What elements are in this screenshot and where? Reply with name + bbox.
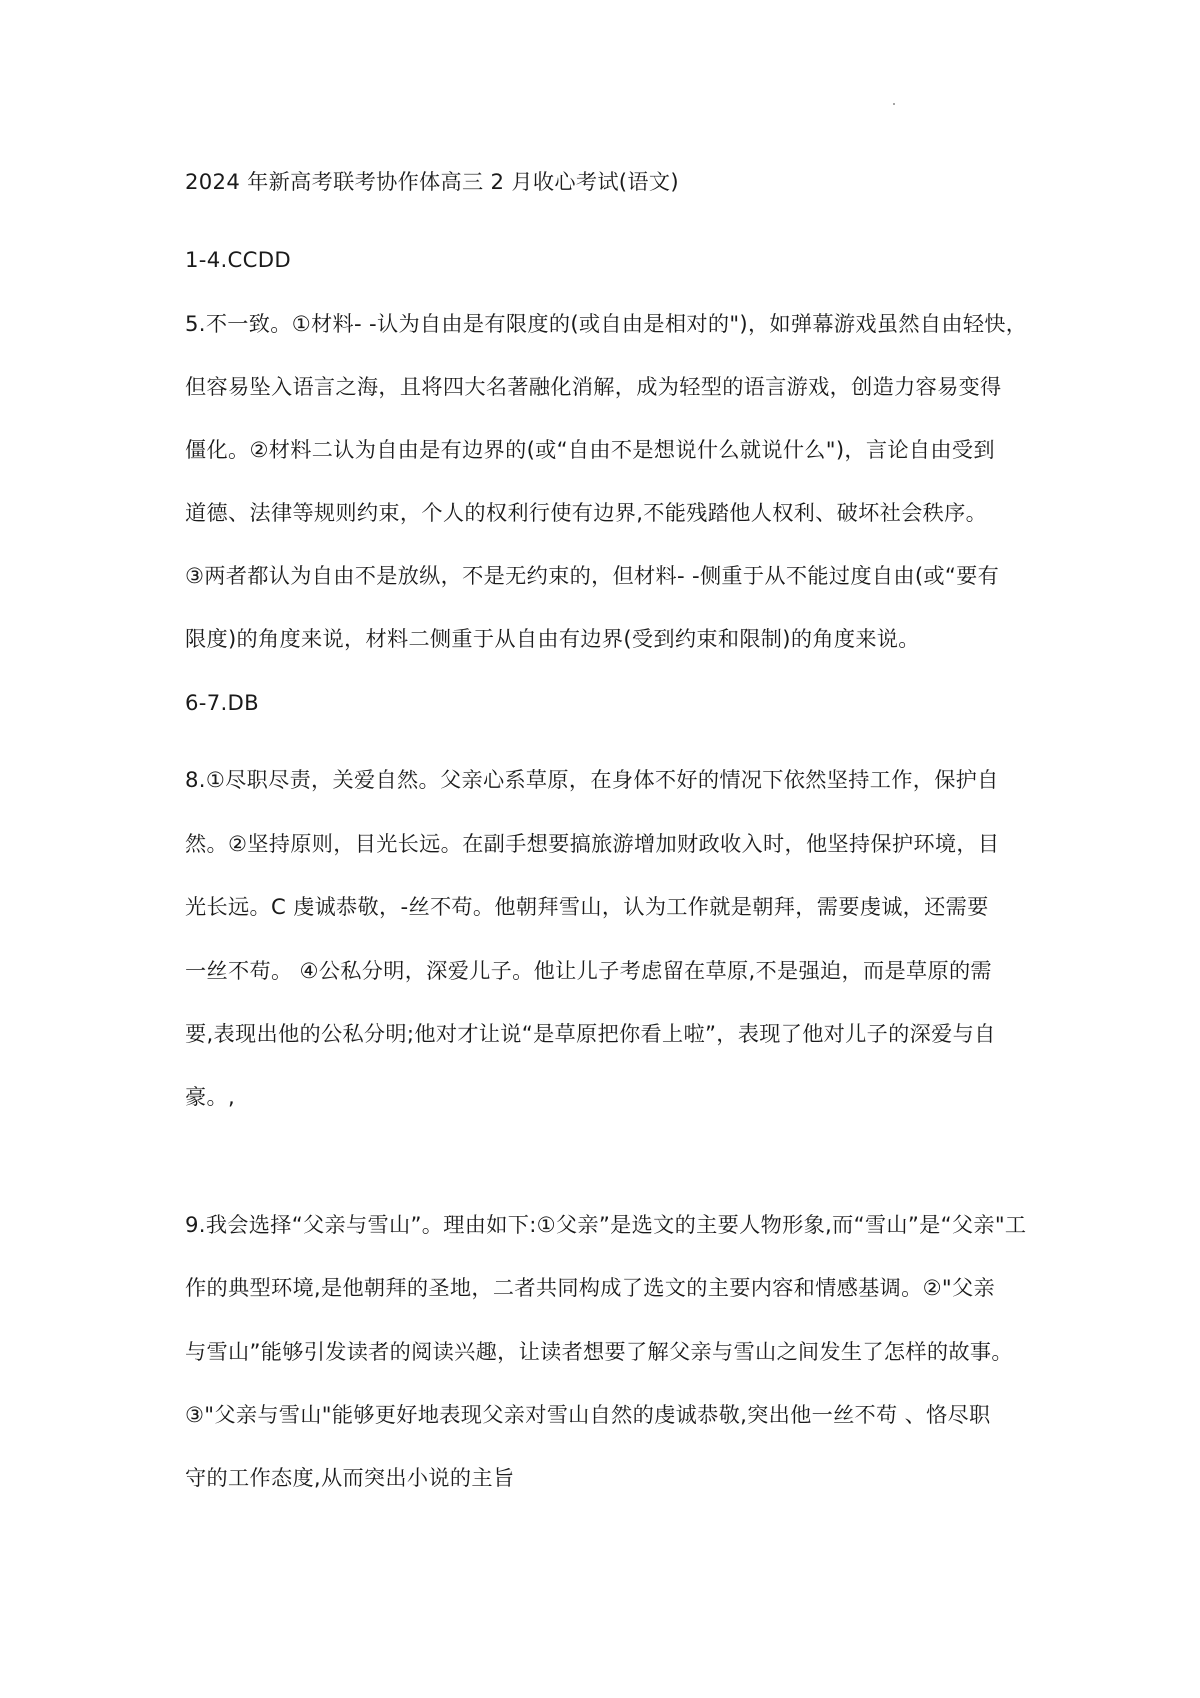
answer-line-8: 6-7.DB: [185, 690, 259, 715]
document-title: 2024 年新高考联考协作体高三 2 月收心考试(语文): [185, 169, 679, 194]
answer-line-16: 作的典型环境,是他朝拜的圣地，二者共同构成了选文的主要内容和情感基调。②"父亲: [185, 1275, 995, 1300]
answer-line-1: 1-4.CCDD: [185, 247, 291, 272]
answer-line-19: 守的工作态度,从而突出小说的主旨: [185, 1465, 515, 1490]
answer-line-3: 但容易坠入语言之海，且将四大名著融化消解，成为轻型的语言游戏，创造力容易变得: [185, 374, 1002, 399]
answer-line-17: 与雪山”能够引发读者的阅读兴趣，让读者想要了解父亲与雪山之间发生了怎样的故事。: [185, 1339, 1013, 1364]
scan-speck: [893, 103, 895, 105]
answer-line-6: ③两者都认为自由不是放纵，不是无约束的，但材料- -侧重于从不能过度自由(或“要有: [185, 563, 1000, 588]
answer-line-10: 然。②坚持原则，目光长远。在副手想要搞旅游增加财政收入时，他坚持保护环境，目: [185, 831, 1000, 856]
answer-line-9: 8.①尽职尽责，关爱自然。父亲心系草原，在身体不好的情况下依然坚持工作，保护自: [185, 767, 999, 792]
answer-line-14: 豪。,: [185, 1084, 236, 1109]
answer-line-11: 光长远。C 虔诚恭敬，-丝不苟。他朝拜雪山，认为工作就是朝拜，需要虔诚，还需要: [185, 894, 989, 919]
answer-line-4: 僵化。②材料二认为自由是有边界的(或“自由不是想说什么就说什么")，言论自由受到: [185, 437, 995, 462]
answer-line-2: 5.不一致。①材料- -认为自由是有限度的(或自由是相对的")，如弹幕游戏虽然自由轻快，: [185, 311, 1028, 336]
answer-line-13: 要,表现出他的公私分明;他对才让说“是草原把你看上啦”，表现了他对儿子的深爱与自: [185, 1021, 996, 1046]
answer-line-5: 道德、法律等规则约束，个人的权利行使有边界,不能残踏他人权利、破坏社会秩序。: [185, 500, 988, 525]
answer-line-7: 限度)的角度来说，材料二侧重于从自由有边界(受到约束和限制)的角度来说。: [185, 626, 920, 651]
answer-line-15: 9.我会选择“父亲与雪山”。理由如下:①父亲”是选文的主要人物形象,而“雪山”是“父亲"工: [185, 1212, 1027, 1237]
answer-line-18: ③"父亲与雪山"能够更好地表现父亲对雪山自然的虔诚恭敬,突出他一丝不苟 、恪尽职: [185, 1402, 991, 1427]
answer-line-12: 一丝不苟。 ④公私分明，深爱儿子。他让儿子考虑留在草原,不是强迫，而是草原的需: [185, 958, 992, 983]
